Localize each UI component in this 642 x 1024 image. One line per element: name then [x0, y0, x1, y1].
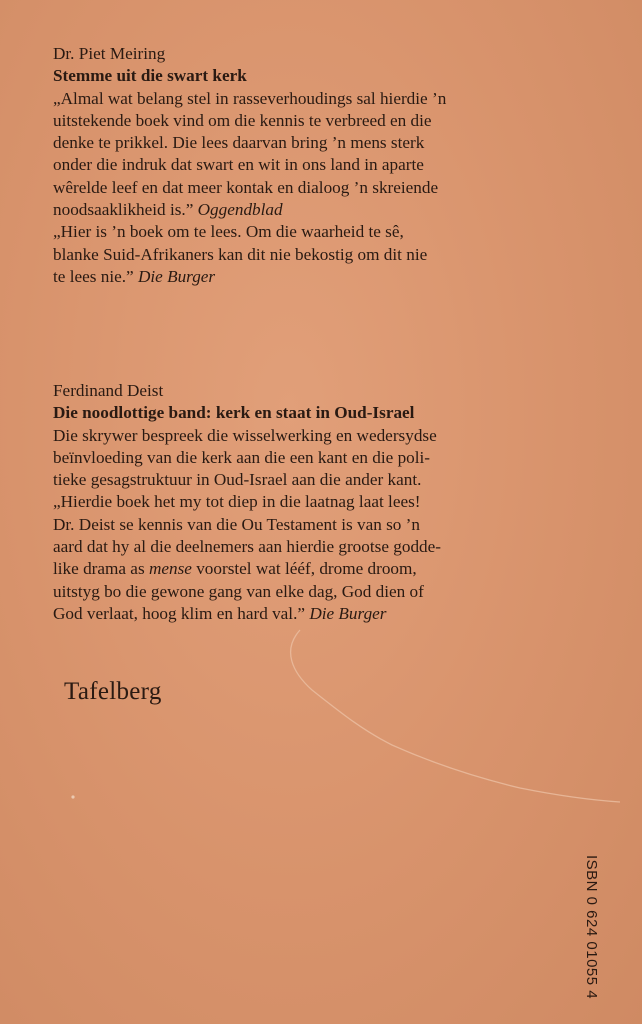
review-line-last [53, 266, 613, 288]
review-line: wêrelde leef en dat meer kontak en dialoog ’n skreiende [53, 177, 439, 197]
review-line-last [53, 199, 613, 221]
review-source: Die Burger [309, 603, 387, 623]
review-line: denke te prikkel. Die lees daarvan bring ’n mens sterk [53, 133, 425, 153]
review-text: voorstel wat lééf, drome droom, [196, 559, 417, 579]
emphasis-word: mense [148, 559, 192, 579]
book-entry-stemme [53, 43, 613, 288]
review-line [53, 558, 613, 580]
review-line: „Hier is ’n boek om te lees. Om die waarheid te sê, [53, 222, 404, 242]
review-line: „Almal wat belang stel in rasseverhoudings sal hierdie ’n [53, 88, 447, 108]
description-line: Die skrywer bespreek die wisselwerking en wedersydse [53, 425, 437, 445]
book-title: Stemme uit die swart kerk [53, 66, 247, 86]
review-line: Dr. Deist se kennis van die Ou Testament is van so ’n [53, 514, 420, 534]
review-line: blanke Suid-Afrikaners kan dit nie bekostig om dit nie [53, 244, 428, 264]
review-line: aard dat hy al die deelnemers aan hierdie grootse godde- [53, 537, 441, 557]
review-source: Oggendblad [197, 200, 283, 220]
review-source: Die Burger [137, 266, 216, 286]
description-line: beïnvloeding van die kerk aan die een kant en die poli- [53, 447, 431, 467]
book-entry-noodlottige-band [53, 380, 613, 625]
isbn-number: ISBN 0 624 01055 4 [583, 855, 600, 1000]
review-line-last [53, 603, 613, 625]
publisher-name: Tafelberg [64, 678, 162, 705]
review-text: like drama as [53, 559, 145, 579]
review-line: uitstekende boek vind om die kennis te verbreed en die [53, 110, 432, 130]
description-line: tieke gesagstruktuur in Oud-Israel aan die ander kant. [53, 470, 422, 490]
review-text: noodsaaklikheid is.” [53, 200, 194, 220]
author-name: Ferdinand Deist [53, 381, 164, 400]
review-line: onder die indruk dat swart en wit in ons land in aparte [53, 155, 424, 175]
book-title: Die noodlottige band: kerk en staat in Oud-Israel [53, 403, 415, 423]
review-line: uitstyg bo die gewone gang van elke dag, God dien of [53, 581, 424, 601]
author-name: Dr. Piet Meiring [53, 44, 166, 63]
review-text: te lees nie.” [53, 266, 134, 286]
review-text: God verlaat, hoog klim en hard val.” [53, 603, 306, 623]
review-line: „Hierdie boek het my tot diep in die laatnag laat lees! [53, 492, 421, 512]
